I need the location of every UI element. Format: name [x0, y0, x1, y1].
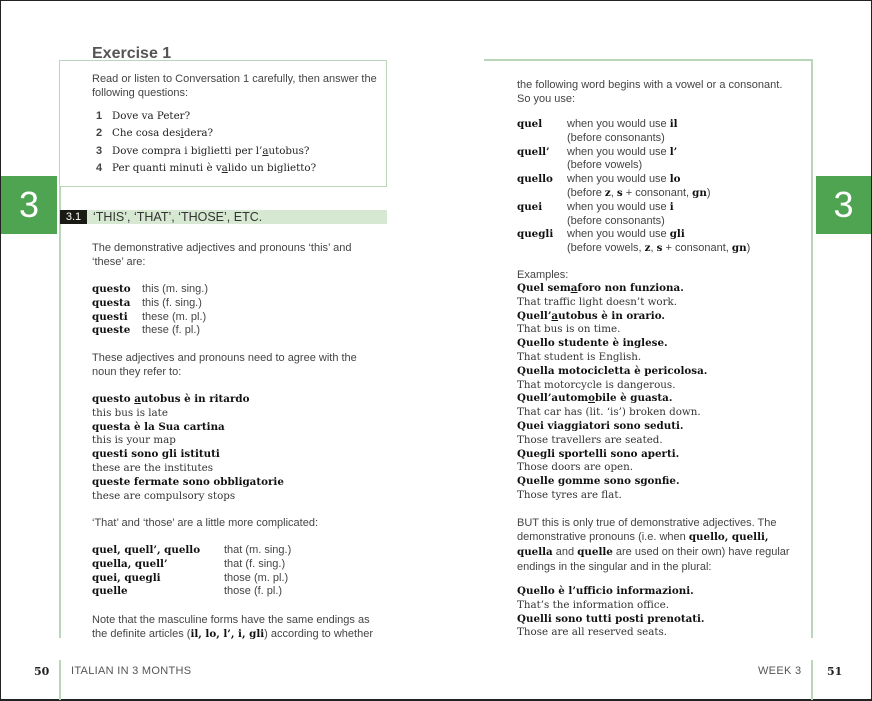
rule-row: [517, 146, 750, 174]
rule-article: l’: [669, 145, 678, 158]
question-text: [112, 162, 316, 174]
english-meaning: that (m. sing.): [224, 544, 292, 556]
exercise-intro: Read or listen to Conversation 1 carefully, then answer the following questions:: [92, 73, 377, 99]
rule-row: [517, 173, 750, 201]
italian-form: queste: [92, 324, 131, 337]
table-row: [92, 311, 208, 325]
italian-form: quelle: [92, 585, 128, 598]
text-segment: o: [588, 392, 595, 405]
italian-form: quella, quell’: [92, 557, 168, 570]
text-segment: BUT this is only true of demonstrative adjectives. The demonstrative pronouns (i.e. when: [517, 517, 777, 543]
text-segment: ): [746, 242, 751, 255]
example-translation: Those tyres are flat.: [517, 488, 622, 501]
exercise-question: [96, 107, 316, 125]
text-segment: questa è la Sua cartina: [92, 420, 225, 433]
text-segment: a: [221, 162, 228, 175]
table-row: [92, 544, 291, 558]
text-segment: Quel sem: [517, 282, 571, 294]
english-meaning: this (m. sing.): [142, 283, 209, 295]
rule-form: quei: [517, 200, 543, 213]
example-italian: [517, 365, 707, 379]
table-row: [92, 558, 291, 572]
right-footer-divider: [811, 660, 813, 700]
text-segment: Quello è l’ufficio informazioni.: [517, 585, 694, 597]
text-segment: Quella motocicletta è pericolosa.: [517, 364, 708, 377]
example-translation: That student is English.: [517, 350, 642, 363]
text-segment: s: [656, 242, 663, 255]
question-text: [112, 127, 213, 139]
text-segment: + consonant,: [662, 242, 732, 255]
text-segment: a: [134, 393, 141, 405]
english-meaning: that (f. sing.): [224, 557, 286, 570]
rule-form: quell’: [517, 145, 550, 158]
text-segment: Quell’autom: [517, 392, 589, 405]
english-meaning: those (f. pl.): [224, 585, 283, 598]
example-italian: [517, 420, 707, 434]
exercise-question: [96, 125, 316, 143]
note-articles: il, lo, l’, i, gli: [190, 628, 265, 640]
pronoun-examples: [517, 585, 705, 640]
text-segment: (before: [567, 186, 605, 199]
text-segment: utobus è in orario.: [558, 309, 665, 322]
text-segment: questi sono gli istituti: [92, 448, 220, 461]
example-translation: this is your map: [92, 434, 176, 447]
rule-article: i: [669, 200, 674, 213]
rule-use: [567, 228, 750, 242]
question-number: 3: [96, 144, 103, 157]
exercise-question-list: [96, 107, 316, 177]
note-text: the definite articles (: [92, 628, 191, 640]
example-italian: [517, 475, 707, 489]
text-segment: a: [551, 309, 559, 322]
table-row: [92, 297, 208, 311]
text-segment: (before vowels,: [567, 242, 645, 255]
rule-description: [567, 173, 711, 201]
example-translation: That traffic light doesn’t work.: [517, 295, 678, 308]
text-segment: Quelli sono tutti posti prenotati.: [517, 612, 705, 625]
rule-article: lo: [669, 173, 681, 186]
example-translation: That bus is on time.: [517, 323, 621, 336]
text-segment: (before consonants): [567, 214, 665, 227]
text-segment: Per quanti minuti è v: [112, 162, 222, 175]
rule-description: [567, 118, 678, 146]
question-number: 4: [96, 162, 103, 175]
text-segment: bile è guasta.: [594, 392, 673, 405]
english-meaning: this (f. sing.): [142, 296, 202, 309]
rule-article: il: [669, 118, 678, 130]
exercise-title: Exercise 1: [92, 45, 172, 62]
question-text: [112, 145, 309, 157]
example-italian: [92, 448, 284, 462]
question-text: [112, 110, 190, 122]
left-footer-divider: [59, 660, 61, 700]
text-segment: utobus?: [268, 144, 310, 157]
example-translation: That car has (lit. ‘is’) broken down.: [517, 406, 701, 419]
rule-note: [567, 242, 750, 256]
intro-agreement: These adjectives and pronouns need to agree with the noun they refer to:: [92, 352, 357, 378]
table-row: [92, 572, 291, 586]
rule-article: gli: [669, 228, 685, 241]
example-italian: [92, 393, 284, 407]
rule-description: [567, 201, 674, 229]
text-segment: gn: [692, 186, 707, 199]
rule-use-text: when you would use: [567, 200, 670, 213]
agreement-examples: [92, 393, 284, 503]
rule-form: quello: [517, 173, 553, 186]
text-segment: Dove va Peter?: [112, 109, 191, 122]
rule-row: [517, 118, 750, 146]
example-translation: these are compulsory stops: [92, 489, 236, 502]
text-segment: ): [706, 186, 711, 199]
chapter-tab-right: 3: [816, 176, 871, 234]
examples-label: Examples:: [517, 269, 569, 281]
text-segment: Quelle gomme sono sgonfie.: [517, 475, 680, 488]
text-segment: a: [570, 282, 578, 294]
rule-form: quegli: [517, 228, 554, 241]
text-segment: utobus è in ritardo: [140, 393, 250, 405]
english-meaning: those (m. pl.): [224, 571, 289, 584]
example-translation: this bus is late: [92, 406, 168, 419]
running-title-right: WEEK 3: [758, 665, 802, 677]
text-segment: questo: [92, 393, 135, 405]
rule-use: [567, 173, 711, 187]
question-number: 1: [96, 109, 103, 122]
text-segment: and: [552, 545, 578, 558]
left-margin-rule: [59, 187, 61, 638]
section-number: 3.1: [60, 210, 87, 224]
rule-description: [567, 228, 750, 256]
but-paragraph: [517, 516, 792, 574]
rule-row: [517, 201, 750, 229]
exercise-question: [96, 160, 316, 178]
italian-form: quei, quegli: [92, 571, 161, 584]
text-segment: gn: [731, 242, 747, 255]
note-line-2: [92, 627, 392, 642]
text-segment: i: [180, 127, 184, 140]
text-segment: Quegli sportelli sono aperti.: [517, 447, 680, 460]
italian-form: questo: [92, 283, 131, 295]
example-italian: [517, 337, 707, 351]
text-segment: quello, quelli,: [688, 531, 769, 543]
running-title-left: ITALIAN IN 3 MONTHS: [71, 665, 192, 677]
rule-row: [517, 228, 750, 256]
rule-note: [567, 215, 674, 229]
this-these-table: [92, 283, 208, 338]
example-translation: That’s the information office.: [517, 598, 669, 611]
text-segment: ,: [610, 186, 617, 199]
example-translation: Those travellers are seated.: [517, 433, 663, 446]
rule-use: [567, 146, 677, 160]
english-meaning: these (m. pl.): [142, 310, 207, 323]
example-italian: [517, 448, 707, 462]
text-segment: z: [604, 186, 611, 199]
italian-form: questa: [92, 296, 131, 309]
example-translation: these are the institutes: [92, 461, 214, 474]
intro-this-these: The demonstrative adjectives and pronouns ‘this’ and ‘these’ are:: [92, 242, 352, 268]
that-those-table: [92, 544, 291, 599]
text-segment: ,: [650, 242, 657, 255]
rule-form: quel: [517, 118, 543, 130]
table-row: [92, 283, 208, 297]
rule-description: [567, 146, 677, 174]
intro-that-those: ‘That’ and ‘those’ are a little more complicated:: [92, 517, 319, 529]
exercise-question: [96, 142, 316, 160]
right-top-rule: [484, 59, 812, 61]
text-segment: quelle: [577, 545, 613, 558]
example-italian: [517, 613, 705, 627]
text-segment: Quell’: [517, 309, 552, 322]
text-segment: a: [262, 144, 269, 157]
text-segment: queste fermate sono obbligatorie: [92, 475, 284, 488]
text-segment: Quello studente è inglese.: [517, 337, 668, 350]
note-text-end: ) according to whether: [264, 628, 373, 640]
note-line-1: Note that the masculine forms have the same endings as: [92, 614, 370, 626]
rule-note: [567, 187, 711, 201]
table-row: [92, 585, 291, 599]
rule-note: [567, 132, 678, 146]
section-title: ‘THIS’, ‘THAT’, ‘THOSE’, ETC.: [93, 210, 263, 224]
quel-rules-table: [517, 118, 750, 256]
right-margin-rule: [811, 59, 813, 638]
rule-use-text: when you would use: [567, 145, 670, 158]
rule-use: [567, 201, 674, 215]
rule-use-text: when you would use: [567, 228, 670, 241]
text-segment: + consonant,: [622, 186, 693, 199]
right-intro: the following word begins with a vowel or a consonant. So you use:: [517, 79, 783, 105]
example-italian: [517, 282, 707, 296]
example-translation: Those doors are open.: [517, 461, 634, 474]
example-italian: [517, 392, 707, 406]
text-segment: foro non funziona.: [577, 282, 684, 294]
page-number-right: 51: [827, 665, 843, 678]
rule-use: [567, 118, 678, 132]
chapter-tab-left: 3: [1, 176, 57, 234]
example-italian: [517, 310, 707, 324]
text-segment: Quei viaggiatori sono seduti.: [517, 419, 684, 432]
text-segment: s: [616, 186, 623, 199]
question-number: 2: [96, 127, 103, 140]
example-italian: [92, 421, 284, 435]
text-segment: dera?: [183, 127, 214, 140]
italian-form: questi: [92, 310, 128, 323]
example-italian: [517, 585, 705, 599]
rule-use-text: when you would use: [567, 173, 670, 186]
text-segment: z: [644, 242, 651, 255]
english-meaning: these (f. pl.): [142, 324, 201, 337]
table-row: [92, 324, 208, 338]
text-segment: (before consonants): [567, 131, 665, 144]
text-segment: lido un biglietto?: [227, 162, 317, 175]
text-segment: Che cosa des: [112, 127, 181, 140]
right-examples: [517, 282, 707, 503]
example-italian: [92, 476, 284, 490]
text-segment: are used on their own) have regular endings in the singular and in the plural:: [517, 545, 790, 573]
example-translation: That motorcycle is dangerous.: [517, 378, 676, 391]
page-number-left: 50: [34, 665, 50, 678]
text-segment: (before vowels): [567, 159, 643, 172]
rule-note: [567, 159, 677, 173]
note-paragraph: [92, 613, 392, 642]
text-segment: quella: [517, 545, 553, 558]
text-segment: Dove compra i biglietti per l’: [112, 144, 263, 157]
italian-form: quel, quell’, quello: [92, 544, 201, 556]
rule-use-text: when you would use: [567, 118, 670, 130]
example-translation: Those are all reserved seats.: [517, 626, 668, 639]
